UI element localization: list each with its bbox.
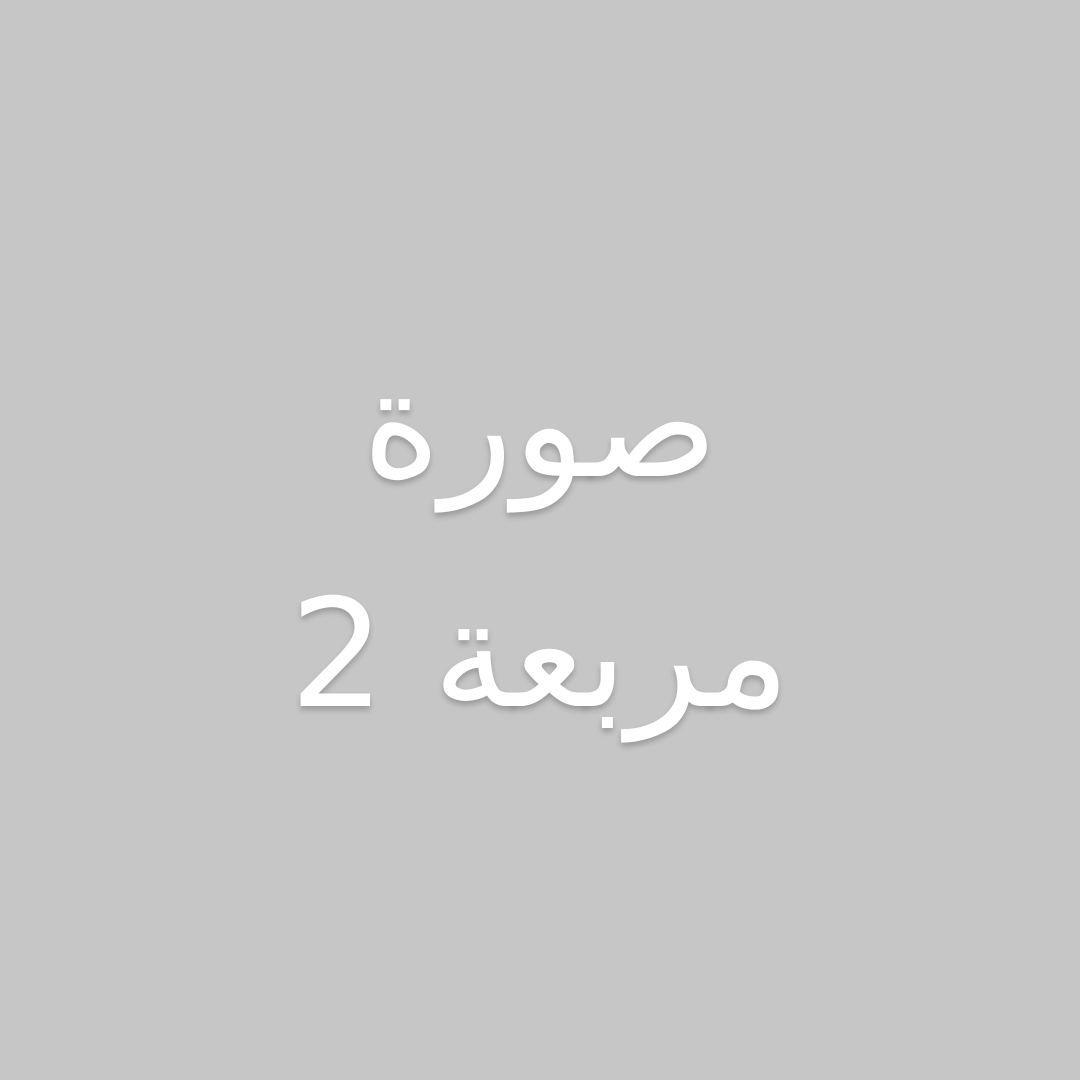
- caption-line-1: صورة: [362, 338, 718, 512]
- caption-line-2: مربعة 2: [289, 568, 791, 742]
- placeholder-caption: [290, 310, 791, 770]
